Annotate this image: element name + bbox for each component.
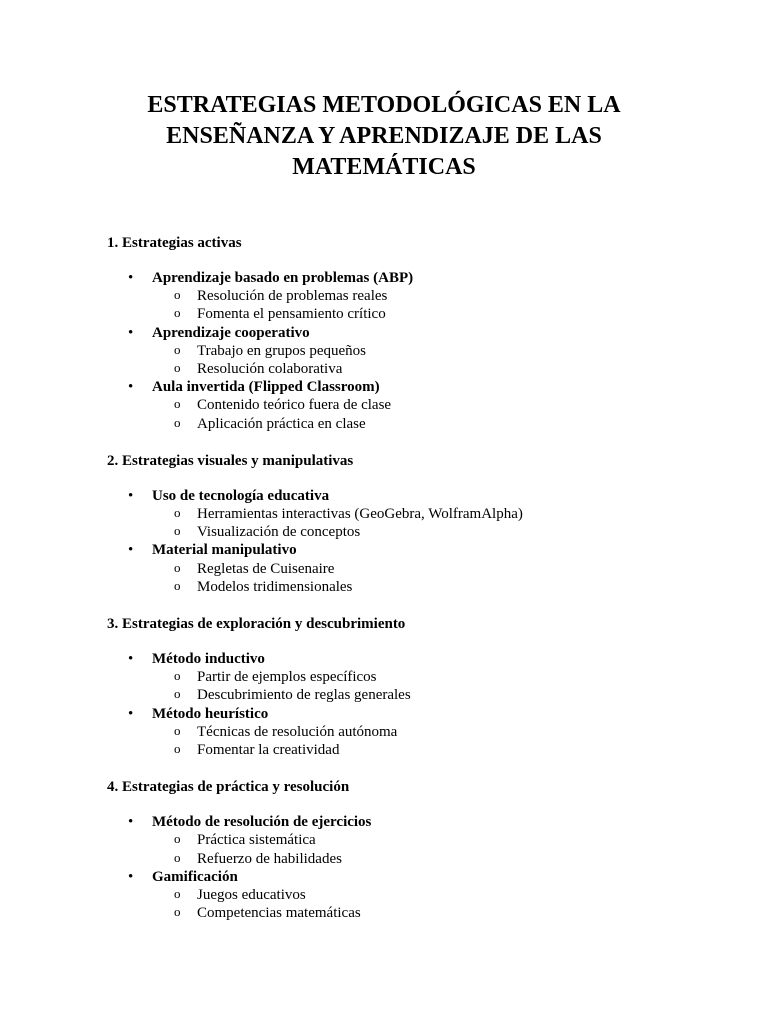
list-item-label: Método de resolución de ejercicios (152, 814, 372, 831)
sub-list-item-label: Fomenta el pensamiento crítico (197, 306, 386, 323)
bullet-icon: • (128, 542, 134, 559)
bullet-icon: • (128, 324, 134, 341)
section (107, 233, 727, 433)
sub-list-item (107, 415, 727, 433)
sub-list-item (107, 305, 727, 323)
list-item-row (107, 541, 727, 559)
sub-list-item-label: Resolución de problemas reales (197, 288, 388, 305)
sub-list-item-label: Resolución colaborativa (197, 361, 343, 378)
list-item-row (107, 269, 727, 287)
sub-list-item (107, 578, 727, 596)
sub-list-item (107, 396, 727, 414)
section (107, 777, 727, 922)
sub-list (107, 396, 727, 432)
bullet-icon: • (128, 868, 134, 885)
list-item-label: Uso de tecnología educativa (152, 487, 330, 504)
list-item-label: Aprendizaje basado en problemas (ABP) (152, 270, 414, 286)
circle-bullet-icon: o (174, 414, 181, 430)
title-line: ESTRATEGIAS METODOLÓGICAS EN LA (147, 92, 621, 118)
sub-list-item-label: Visualización de conceptos (197, 524, 361, 541)
sub-list (107, 560, 727, 596)
sub-list-item-label: Competencias matemáticas (197, 905, 361, 922)
list-item-row (107, 487, 727, 505)
sub-list (107, 723, 727, 759)
circle-bullet-icon: o (174, 831, 181, 847)
list-item (107, 269, 727, 324)
sub-list-item (107, 686, 727, 704)
bullet-icon: • (128, 379, 134, 396)
circle-bullet-icon: o (174, 741, 181, 757)
bullet-icon: • (128, 270, 134, 286)
sub-list-item-label: Juegos educativos (197, 887, 306, 904)
list-item (107, 813, 727, 868)
bullet-icon: • (128, 705, 134, 722)
list-item-row (107, 650, 727, 668)
document-body (107, 233, 727, 940)
sub-list-item (107, 505, 727, 523)
bullet-list (107, 813, 727, 922)
circle-bullet-icon: o (174, 523, 181, 539)
list-item (107, 650, 727, 705)
title-line: ENSEÑANZA Y APRENDIZAJE DE LAS (166, 123, 602, 149)
list-item (107, 324, 727, 379)
circle-bullet-icon: o (174, 559, 181, 575)
section (107, 614, 727, 759)
sub-list-item-label: Práctica sistemática (197, 832, 316, 849)
circle-bullet-icon: o (174, 668, 181, 684)
sub-list (107, 505, 727, 541)
sub-list (107, 342, 727, 378)
circle-bullet-icon: o (174, 396, 181, 412)
list-item-row (107, 705, 727, 723)
list-item (107, 378, 727, 433)
sub-list (107, 831, 727, 867)
circle-bullet-icon: o (174, 341, 181, 357)
sub-list (107, 886, 727, 922)
section-heading: 4. Estrategias de práctica y resolución (107, 779, 350, 796)
sub-list-item-label: Fomentar la creatividad (197, 742, 340, 759)
sub-list-item (107, 831, 727, 849)
sub-list-item (107, 523, 727, 541)
circle-bullet-icon: o (174, 722, 181, 738)
circle-bullet-icon: o (174, 287, 181, 303)
circle-bullet-icon: o (174, 886, 181, 902)
list-item-label: Aprendizaje cooperativo (152, 324, 310, 341)
circle-bullet-icon: o (174, 360, 181, 376)
list-item-label: Material manipulativo (152, 542, 297, 559)
sub-list-item-label: Regletas de Cuisenaire (197, 560, 335, 577)
sub-list-item-label: Técnicas de resolución autónoma (197, 723, 398, 740)
sub-list-item (107, 904, 727, 922)
circle-bullet-icon: o (174, 305, 181, 321)
list-item (107, 541, 727, 596)
bullet-icon: • (128, 651, 134, 668)
sub-list-item-label: Contenido teórico fuera de clase (197, 397, 392, 414)
sub-list-item (107, 360, 727, 378)
section (107, 451, 727, 596)
list-item-label: Aula invertida (Flipped Classroom) (152, 379, 380, 396)
sub-list-item (107, 342, 727, 360)
list-item-row (107, 813, 727, 831)
sub-list-item-label: Herramientas interactivas (GeoGebra, WolframAlpha) (197, 506, 523, 523)
sub-list-item (107, 287, 727, 305)
bullet-list (107, 650, 727, 759)
sub-list-item (107, 560, 727, 578)
sub-list-item-label: Aplicación práctica en clase (197, 415, 366, 432)
sub-list-item (107, 723, 727, 741)
circle-bullet-icon: o (174, 686, 181, 702)
bullet-list (107, 487, 727, 596)
sub-list-item (107, 741, 727, 759)
sub-list-item-label: Descubrimiento de reglas generales (197, 687, 411, 704)
sub-list-item (107, 886, 727, 904)
list-item-label: Método heurístico (152, 705, 269, 722)
list-item (107, 868, 727, 923)
list-item-row (107, 868, 727, 886)
sub-list-item (107, 668, 727, 686)
circle-bullet-icon: o (174, 505, 181, 521)
document-title (0, 90, 768, 183)
circle-bullet-icon: o (174, 849, 181, 865)
list-item (107, 487, 727, 542)
sub-list (107, 668, 727, 704)
sub-list-item (107, 850, 727, 868)
section-heading: 2. Estrategias visuales y manipulativas (107, 452, 354, 469)
list-item-row (107, 378, 727, 396)
list-item-label: Gamificación (152, 868, 238, 885)
list-item-row (107, 324, 727, 342)
circle-bullet-icon: o (174, 577, 181, 593)
sub-list-item-label: Refuerzo de habilidades (197, 850, 342, 867)
section-heading: 1. Estrategias activas (107, 235, 242, 251)
bullet-icon: • (128, 487, 134, 504)
circle-bullet-icon: o (174, 904, 181, 920)
sub-list (107, 287, 727, 323)
list-item-label: Método inductivo (152, 651, 265, 668)
sub-list-item-label: Modelos tridimensionales (197, 578, 353, 595)
sub-list-item-label: Trabajo en grupos pequeños (197, 342, 367, 359)
section-heading: 3. Estrategias de exploración y descubrimiento (107, 616, 406, 633)
bullet-list (107, 269, 727, 433)
sub-list-item-label: Partir de ejemplos específicos (197, 669, 377, 686)
title-line: MATEMÁTICAS (292, 154, 476, 180)
bullet-icon: • (128, 814, 134, 831)
list-item (107, 705, 727, 760)
